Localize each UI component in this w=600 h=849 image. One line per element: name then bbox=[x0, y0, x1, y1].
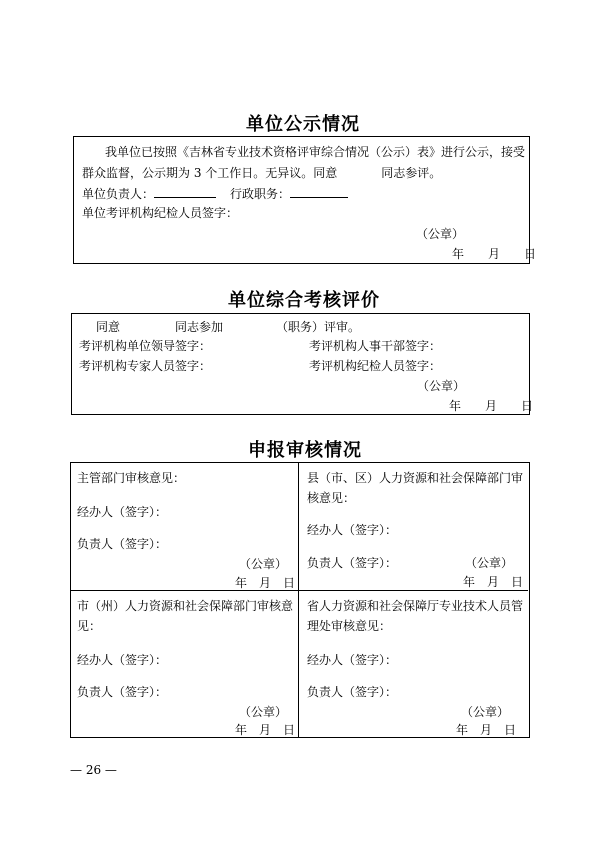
review-cell-seal: （公章） bbox=[239, 557, 288, 571]
unit-leader-blank bbox=[154, 185, 216, 198]
review-cell-heading: 主管部门审核意见： bbox=[77, 471, 186, 485]
evaluation-agree-a: 同意 bbox=[96, 320, 121, 334]
leader-position-row bbox=[82, 185, 348, 202]
review-table-vertical-divider bbox=[298, 463, 299, 737]
evaluation-agree-c: （职务）评审。 bbox=[276, 320, 361, 334]
review-table bbox=[70, 462, 530, 738]
review-table-horizontal-divider bbox=[71, 590, 528, 591]
publicity-box bbox=[73, 136, 537, 264]
publicity-paragraph-suffix: 同志参评。 bbox=[381, 166, 442, 180]
review-cell-heading-cont: 核意见： bbox=[307, 491, 356, 505]
review-cell-date: 年 月 日 bbox=[463, 575, 524, 589]
publicity-paragraph-line1: 我单位已按照《吉林省专业技术资格评审综合情况（公示）表》进行公示，接受 bbox=[105, 145, 526, 159]
review-cell-date: 年 月 日 bbox=[235, 576, 296, 590]
publicity-paragraph-text: 群众监督，公示期为 3 个工作日。无异议。同意 bbox=[82, 166, 338, 180]
page-number: — 26 — bbox=[70, 763, 117, 777]
review-cell-competent-dept bbox=[71, 463, 298, 590]
unit-discipline-sign-label: 单位考评机构纪检人员签字： bbox=[82, 206, 239, 220]
evaluation-box bbox=[71, 313, 534, 415]
responsible-sign-label: 负责人（签字）： bbox=[77, 537, 168, 551]
review-cell-heading: 县（市、区）人力资源和社会保障部门审 bbox=[307, 471, 524, 485]
review-cell-county-hr bbox=[300, 463, 528, 590]
responsible-sign-label: 负责人（签字）： bbox=[307, 556, 398, 570]
section-title-evaluation: 单位综合考核评价 bbox=[228, 290, 380, 311]
evaluation-date: 年 月 日 bbox=[449, 399, 534, 413]
handler-sign-label: 经办人（签字）： bbox=[307, 523, 398, 537]
publicity-date: 年 月 日 bbox=[452, 247, 537, 261]
section-title-review: 申报审核情况 bbox=[248, 440, 362, 461]
review-cell-heading-cont: 见： bbox=[77, 619, 102, 633]
review-cell-heading: 省人力资源和社会保障厅专业技术人员管 bbox=[307, 599, 524, 613]
review-cell-province-hr bbox=[300, 592, 528, 737]
publicity-seal: （公章） bbox=[416, 227, 465, 241]
review-cell-heading: 市（州）人力资源和社会保障部门审核意 bbox=[77, 599, 294, 613]
discipline-sign-label: 考评机构纪检人员签字： bbox=[309, 359, 442, 373]
publicity-paragraph-line2 bbox=[82, 165, 441, 181]
review-cell-seal: （公章） bbox=[465, 556, 514, 570]
review-cell-date: 年 月 日 bbox=[235, 723, 296, 737]
handler-sign-label: 经办人（签字）： bbox=[77, 653, 168, 667]
section-title-publicity: 单位公示情况 bbox=[246, 114, 360, 135]
unit-leader-label: 单位负责人： bbox=[82, 187, 155, 201]
review-cell-city-hr bbox=[71, 592, 298, 737]
expert-sign-label: 考评机构专家人员签字： bbox=[79, 359, 212, 373]
review-cell-heading-cont: 理处审核意见： bbox=[307, 619, 392, 633]
evaluation-seal: （公章） bbox=[417, 379, 466, 393]
review-cell-seal: （公章） bbox=[239, 705, 288, 719]
review-cell-date: 年 月 日 bbox=[456, 723, 517, 737]
position-label: 行政职务： bbox=[230, 187, 291, 201]
hr-sign-label: 考评机构人事干部签字： bbox=[309, 339, 442, 353]
leader-sign-label: 考评机构单位领导签字： bbox=[79, 339, 212, 353]
evaluation-agree-b: 同志参加 bbox=[175, 320, 224, 334]
handler-sign-label: 经办人（签字）： bbox=[307, 653, 398, 667]
position-blank bbox=[290, 185, 348, 198]
handler-sign-label: 经办人（签字）： bbox=[77, 505, 168, 519]
review-cell-seal: （公章） bbox=[461, 705, 510, 719]
responsible-sign-label: 负责人（签字）： bbox=[77, 685, 168, 699]
responsible-sign-label: 负责人（签字）： bbox=[307, 685, 398, 699]
